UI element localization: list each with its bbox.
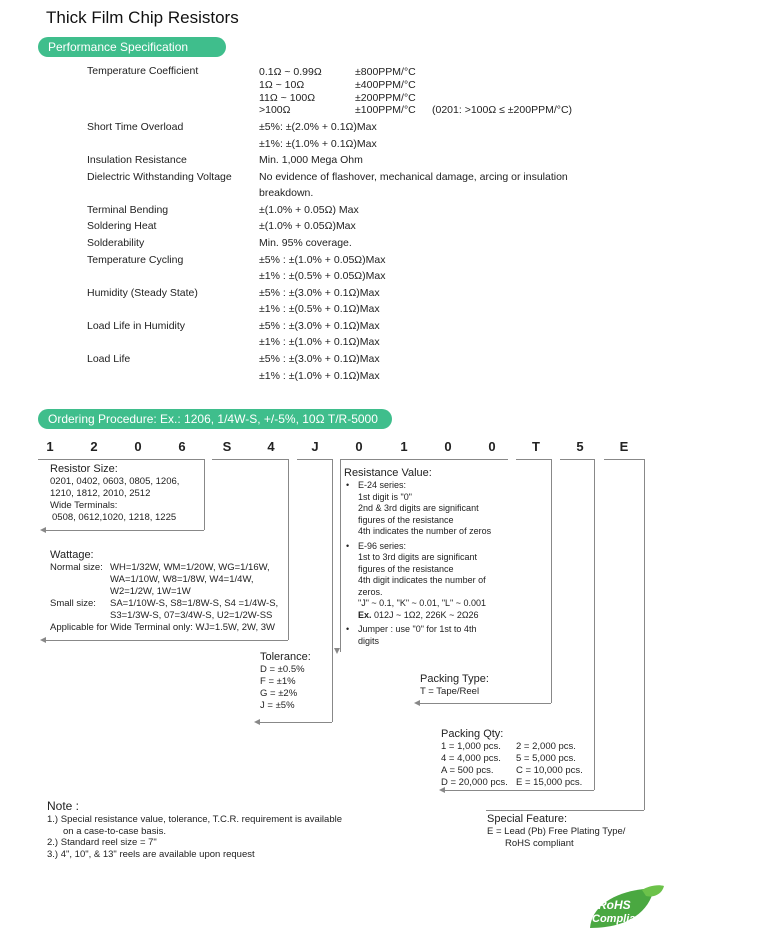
size-connector bbox=[204, 459, 205, 530]
code-digit: 1 bbox=[400, 439, 408, 454]
example-label: Ex. bbox=[358, 609, 372, 620]
packing-qty-line: 4 = 4,000 pcs. bbox=[441, 753, 501, 764]
note-text: Special resistance value, tolerance, T.C.R. requirement is available bbox=[60, 814, 343, 825]
spec-value: ±(1.0% + 0.05Ω) Max bbox=[259, 204, 359, 216]
code-digit: 0 bbox=[444, 439, 452, 454]
packing-qty-line: A = 500 pcs. bbox=[441, 765, 494, 776]
spec-value: ±1% : ±(0.5% + 0.05Ω)Max bbox=[259, 270, 386, 282]
code-digit: 4 bbox=[267, 439, 275, 454]
arrow-icon bbox=[40, 637, 46, 643]
tolerance-title: Tolerance: bbox=[260, 651, 311, 663]
spec-value: breakdown. bbox=[259, 187, 314, 199]
packing-type-line: T = Tape/Reel bbox=[420, 686, 480, 697]
code-digit: 2 bbox=[90, 439, 98, 454]
spec-value: ±5% : ±(3.0% + 0.1Ω)Max bbox=[259, 287, 380, 299]
spec-value: ±1%: ±(1.0% + 0.1Ω)Max bbox=[259, 138, 377, 150]
spec-value: ±(1.0% + 0.05Ω)Max bbox=[259, 220, 356, 232]
packtype-connector bbox=[418, 703, 551, 704]
note-num: 3.) bbox=[47, 848, 59, 860]
code-digit: S bbox=[222, 439, 232, 454]
resistance-underline bbox=[340, 459, 508, 460]
spec-value: Min. 1,000 Mega Ohm bbox=[259, 154, 363, 166]
wattage-line: SA=1/10W-S, S8=1/8W-S, S4 =1/4W-S, bbox=[110, 598, 279, 609]
spec-label: Short Time Overload bbox=[87, 121, 184, 133]
wattage-connector bbox=[288, 459, 289, 640]
note-title: Note : bbox=[47, 799, 80, 813]
spec-label: Dielectric Withstanding Voltage bbox=[87, 171, 232, 183]
resistor-size-line: 0201, 0402, 0603, 0805, 1206, bbox=[50, 476, 180, 487]
wattage-underline bbox=[212, 459, 288, 460]
resistor-size-line: 1210, 1812, 2010, 2512 bbox=[50, 488, 151, 499]
wattage-connector bbox=[44, 640, 288, 641]
resistor-size-title: Resistor Size: bbox=[50, 463, 118, 475]
bullet-icon: • bbox=[346, 540, 350, 551]
wattage-line: W2=1/2W, 1W=1W bbox=[110, 586, 191, 597]
wattage-block bbox=[50, 548, 279, 634]
page-title: Thick Film Chip Resistors bbox=[46, 8, 239, 27]
special-line: E = Lead (Pb) Free Plating Type/ bbox=[487, 826, 626, 837]
special-line: RoHS compliant bbox=[505, 838, 574, 849]
rohs-line2: Compliant bbox=[592, 913, 646, 925]
jumper-line: Jumper : use "0" for 1st to 4th bbox=[358, 624, 477, 634]
e96-line: zeros. bbox=[358, 586, 383, 597]
code-digit: 6 bbox=[178, 439, 186, 454]
code-digit: 1 bbox=[46, 439, 54, 454]
spec-value: ±1% : ±(0.5% + 0.1Ω)Max bbox=[259, 303, 380, 315]
note-num: 1.) bbox=[47, 814, 59, 825]
spec-label: Load Life bbox=[87, 353, 131, 365]
tolerance-line: G = ±2% bbox=[260, 688, 298, 699]
arrow-icon bbox=[414, 700, 420, 706]
note-block bbox=[47, 798, 342, 860]
packing-type-block bbox=[420, 672, 489, 698]
resistance-connector bbox=[340, 459, 341, 652]
spec-value: No evidence of flashover, mechanical damage, arcing or insulation bbox=[259, 171, 568, 183]
ordering-header: Ordering Procedure: Ex.: 1206, 1/4W-S, +/-5%, 10Ω T/R-5000 bbox=[38, 409, 392, 429]
tc-range: 0.1Ω ~ 0.99Ω bbox=[259, 66, 322, 78]
e24-line: 2nd & 3rd digits are significant bbox=[358, 503, 479, 513]
size-underline bbox=[38, 459, 204, 460]
resistor-size-block bbox=[50, 462, 179, 524]
wattage-title: Wattage: bbox=[50, 549, 94, 561]
tc-ppm: ±800PPM/°C bbox=[355, 66, 416, 78]
rohs-badge bbox=[584, 884, 666, 932]
spec-label: Humidity (Steady State) bbox=[87, 287, 198, 299]
e96-head: E-96 series: bbox=[358, 540, 407, 551]
packing-qty-line: E = 15,000 pcs. bbox=[516, 777, 583, 788]
tolerance-line: F = ±1% bbox=[260, 676, 296, 687]
temp-coeff-label: Temperature Coefficient bbox=[87, 65, 199, 77]
tc-ppm: ±100PPM/°C bbox=[355, 104, 416, 116]
special-connector bbox=[486, 810, 644, 811]
spec-value: ±1% : ±(1.0% + 0.1Ω)Max bbox=[259, 370, 380, 382]
bullet-icon: • bbox=[346, 480, 350, 490]
packqty-underline bbox=[560, 459, 594, 460]
size-connector bbox=[44, 530, 204, 531]
special-feature-block bbox=[487, 812, 625, 850]
spec-label: Temperature Cycling bbox=[87, 254, 184, 266]
tolerance-line: D = ±0.5% bbox=[260, 664, 305, 675]
packing-qty-block bbox=[441, 727, 583, 789]
tc-ppm: ±200PPM/°C bbox=[355, 92, 416, 104]
performance-header: Performance Specification bbox=[38, 37, 226, 57]
e24-head: E-24 series: bbox=[358, 480, 407, 490]
code-digit: T bbox=[532, 439, 540, 454]
wattage-normal-label: Normal size: bbox=[50, 562, 103, 573]
note-num: 2.) bbox=[47, 837, 59, 848]
tc-ppm: ±400PPM/°C bbox=[355, 79, 416, 91]
packing-qty-line: 1 = 1,000 pcs. bbox=[441, 741, 501, 752]
note-text: 4", 10", & 13" reels are available upon request bbox=[60, 848, 255, 860]
bullet-icon: • bbox=[346, 624, 350, 634]
spec-label: Solderability bbox=[87, 237, 145, 249]
arrow-icon bbox=[40, 527, 46, 533]
packqty-connector bbox=[443, 790, 594, 791]
jumper-line: digits bbox=[358, 635, 380, 646]
spec-value: Min. 95% coverage. bbox=[259, 237, 352, 249]
example-text: 012J ~ 1Ω2, 226K ~ 2Ω26 bbox=[374, 609, 479, 620]
note-text: on a case-to-case basis. bbox=[63, 825, 166, 837]
spec-label: Soldering Heat bbox=[87, 220, 157, 232]
e96-line: 4th digit indicates the number of bbox=[358, 575, 486, 585]
packtype-underline bbox=[516, 459, 551, 460]
wattage-line: S3=1/3W-S, 07=3/4W-S, U2=1/2W-SS bbox=[110, 610, 273, 621]
e96-line: figures of the resistance bbox=[358, 563, 454, 574]
packing-qty-line: 2 = 2,000 pcs. bbox=[516, 741, 576, 752]
resistor-size-line: 0508, 0612,1020, 1218, 1225 bbox=[52, 512, 177, 523]
resistor-size-line: Wide Terminals: bbox=[50, 500, 118, 511]
e96-line: 1st to 3rd digits are significant bbox=[358, 552, 478, 562]
wattage-wide: Applicable for Wide Terminal only: WJ=1.5W, 2W, 3W bbox=[50, 622, 276, 633]
note-text: Standard reel size = 7" bbox=[60, 837, 157, 848]
code-digit: 0 bbox=[134, 439, 142, 454]
arrow-icon bbox=[254, 719, 260, 725]
spec-label: Terminal Bending bbox=[87, 204, 169, 216]
packing-qty-line: 5 = 5,000 pcs. bbox=[516, 753, 576, 764]
tolerance-block bbox=[260, 650, 311, 712]
resistance-title: Resistance Value: bbox=[344, 467, 432, 479]
special-underline bbox=[604, 459, 644, 460]
packqty-connector bbox=[594, 459, 595, 790]
packing-qty-line: C = 10,000 pcs. bbox=[516, 765, 583, 776]
tc-note: (0201: >100Ω ≤ ±200PPM/°C) bbox=[432, 104, 573, 116]
e24-line: 4th indicates the number of zeros bbox=[358, 526, 492, 536]
tc-range: 1Ω ~ 10Ω bbox=[259, 79, 305, 91]
special-title: Special Feature: bbox=[487, 813, 568, 825]
code-digit: 5 bbox=[576, 439, 584, 454]
spec-label: Insulation Resistance bbox=[87, 154, 187, 166]
wattage-line: WA=1/10W, W8=1/8W, W4=1/4W, bbox=[110, 574, 254, 585]
e96-line: "J" ~ 0.1, "K" ~ 0.01, "L" ~ 0.001 bbox=[358, 598, 486, 608]
e24-line: figures of the resistance bbox=[358, 514, 454, 525]
tolerance-underline bbox=[297, 459, 332, 460]
code-digit: J bbox=[311, 439, 319, 454]
wattage-line: WH=1/32W, WM=1/20W, WG=1/16W, bbox=[110, 562, 270, 573]
packing-type-title: Packing Type: bbox=[420, 673, 489, 685]
tolerance-connector bbox=[258, 722, 332, 723]
wattage-small-label: Small size: bbox=[50, 598, 96, 609]
arrow-down-icon bbox=[334, 648, 340, 654]
packtype-connector bbox=[551, 459, 552, 703]
special-connector bbox=[644, 459, 645, 810]
tolerance-line: J = ±5% bbox=[260, 700, 295, 711]
packing-qty-title: Packing Qty: bbox=[441, 728, 504, 740]
spec-label: Load Life in Humidity bbox=[87, 320, 186, 332]
e24-line: 1st digit is "0" bbox=[358, 491, 412, 502]
packing-qty-line: D = 20,000 pcs. bbox=[441, 777, 508, 788]
spec-value: ±5%: ±(2.0% + 0.1Ω)Max bbox=[259, 121, 377, 133]
spec-value: ±1% : ±(1.0% + 0.1Ω)Max bbox=[259, 336, 380, 348]
rohs-line1: RoHS bbox=[598, 898, 631, 912]
spec-value: ±5% : ±(1.0% + 0.05Ω)Max bbox=[259, 254, 386, 266]
code-digit: 0 bbox=[488, 439, 496, 454]
spec-value: ±5% : ±(3.0% + 0.1Ω)Max bbox=[259, 353, 380, 365]
tolerance-connector bbox=[332, 459, 333, 722]
code-digit: 0 bbox=[355, 439, 363, 454]
tc-range: 11Ω ~ 100Ω bbox=[259, 92, 316, 104]
resistance-block bbox=[344, 466, 491, 647]
tc-range: >100Ω bbox=[259, 104, 291, 116]
spec-value: ±5% : ±(3.0% + 0.1Ω)Max bbox=[259, 320, 380, 332]
code-digit: E bbox=[619, 439, 629, 454]
